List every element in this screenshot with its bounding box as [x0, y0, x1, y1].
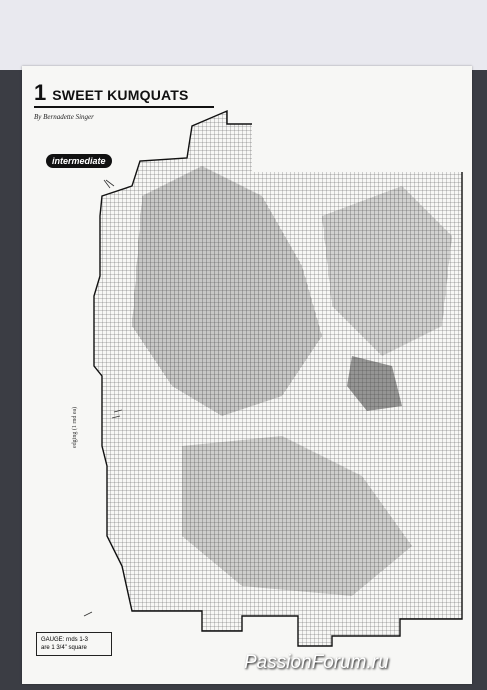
magazine-page — [22, 66, 472, 684]
pattern-number: 1 — [34, 80, 47, 105]
filet-crochet-chart — [22, 66, 472, 684]
gauge-note-line1: GAUGE: rnds 1-3 — [41, 637, 89, 643]
gauge-note-box — [36, 632, 112, 656]
edging-label: edging (1 rnd ea) — [72, 406, 78, 448]
pattern-name: SWEET KUMQUATS — [52, 87, 189, 103]
skill-level-badge: intermediate — [46, 154, 112, 168]
gauge-note-line2: are 1 3/4" square — [41, 645, 87, 651]
background-strip — [0, 0, 487, 70]
designer-byline: By Bernadette Singer — [34, 113, 94, 121]
site-watermark: PassionForum.ru — [244, 652, 389, 673]
